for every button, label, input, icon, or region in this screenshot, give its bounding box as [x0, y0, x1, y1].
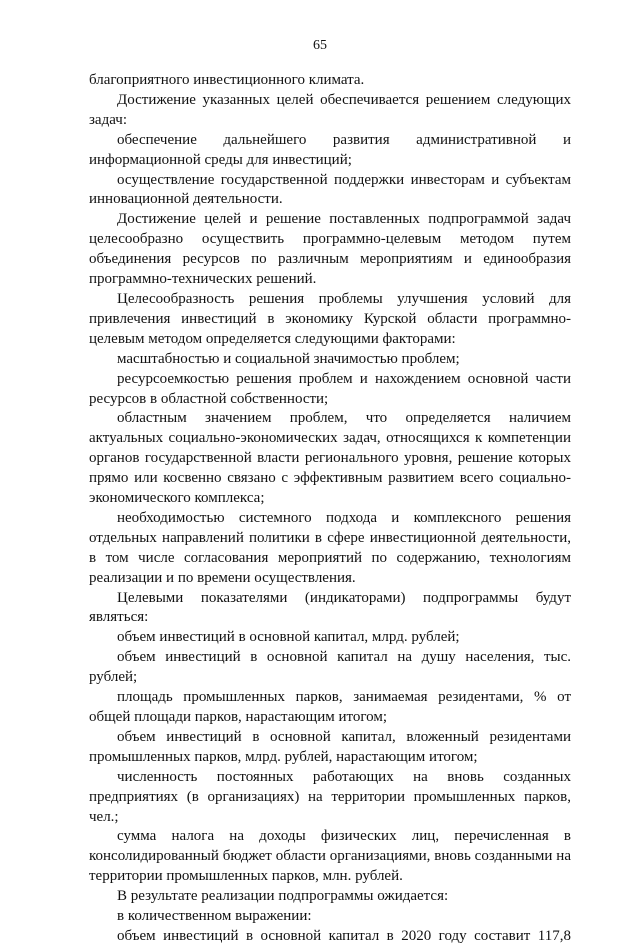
list-item: объем инвестиций в основной капитал на душу населения, тыс. рублей; [89, 649, 571, 686]
paragraph: Целесообразность решения проблемы улучшения условий для привлечения инвестиций в экономику Курской области программно-целевым методом определяется следующими факторами: [89, 290, 571, 347]
list-item: численность постоянных работающих на вновь созданных предприятиях (в организациях) на территории промышленных парков, чел.; [89, 768, 571, 825]
list-item: в количественном выражении: [117, 908, 312, 925]
list-item: осуществление государственной поддержки инвесторам и субъектам инновационной деятельности. [89, 171, 571, 208]
list-item: площадь промышленных парков, занимаемая резидентами, % от общей площади парков, нарастающим итогом; [89, 689, 571, 725]
list-item: областным значением проблем, что определяется наличием актуальных социально-экономических задач, относящихся к компетенции органов государственной власти регионального уровня, решение которых прямо или косвенно связано с эффективным развитием всего социально-экономического комплекса; [89, 410, 571, 507]
list-item: сумма налога на доходы физических лиц, перечисленная в консолидированный бюджет области организациями, вновь созданными на территории промышленных парков, млн. рублей. [89, 828, 571, 885]
paragraph: Достижение целей и решение поставленных подпрограммой задач целесообразно осуществить программно-целевым методом путем объединения ресурсов по различным мероприятиям и единообразия программно-технических решений. [89, 211, 571, 288]
list-item: обеспечение дальнейшего развития административной и информационной среды для инвестиций; [89, 131, 571, 168]
list-item: объем инвестиций в основной капитал, вложенный резидентами промышленных парков, млрд. рублей, нарастающим итогом; [89, 728, 571, 765]
paragraph: Достижение указанных целей обеспечивается решением следующих задач: [89, 91, 571, 128]
paragraph: благоприятного инвестиционного климата. [89, 72, 365, 88]
list-item: объем инвестиций в основной капитал, млрд. рублей; [117, 629, 460, 646]
list-item: ресурсоемкостью решения проблем и нахождением основной части ресурсов в областной собственности; [89, 370, 571, 407]
page-number: 65 [313, 38, 327, 53]
list-item: необходимостью системного подхода и комплексного решения отдельных направлений политики в сфере инвестиционной деятельности, в том числе согласования мероприятий по содержанию, технологиям реализации и по времени осуществления. [89, 509, 571, 586]
paragraph: В результате реализации подпрограммы ожидается: [117, 888, 449, 905]
list-item: масштабностью и социальной значимостью проблем; [117, 350, 460, 367]
list-item: объем инвестиций в основной капитал в 2020 году составит 117,8 [117, 927, 571, 944]
body-text [89, 71, 571, 947]
paragraph: Целевыми показателями (индикаторами) подпрограммы будут являться: [89, 589, 571, 626]
